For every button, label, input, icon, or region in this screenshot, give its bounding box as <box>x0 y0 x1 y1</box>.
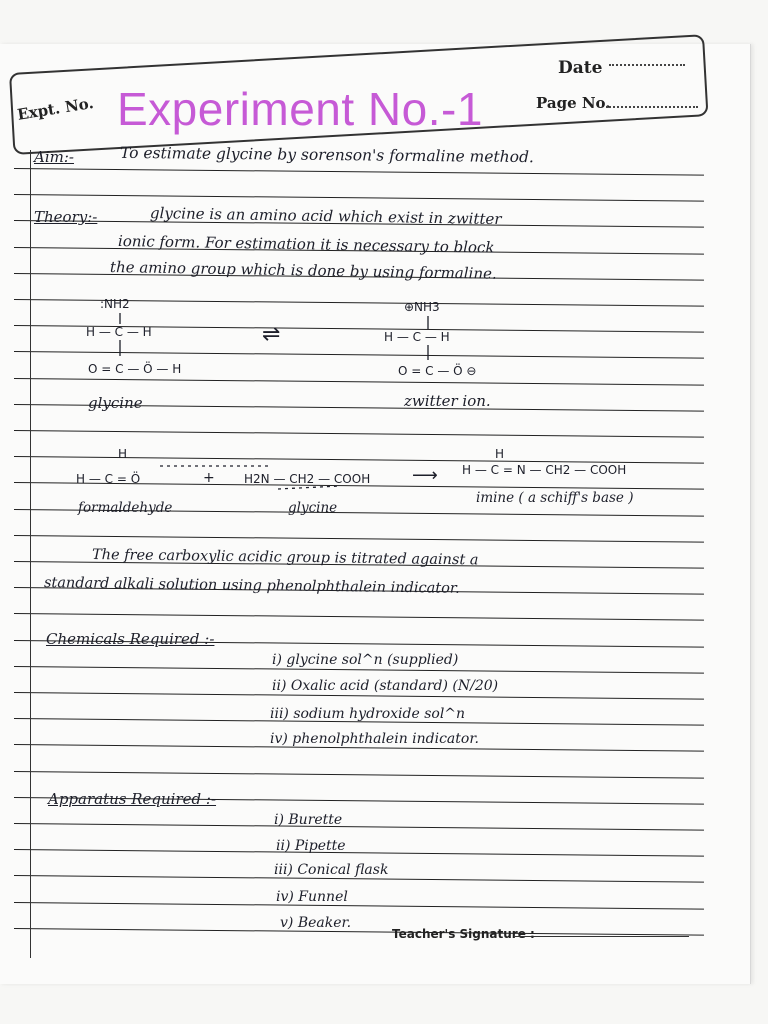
apparatus-item-1: i) Burette <box>274 812 343 828</box>
apparatus-item-3: iii) Conical flask <box>274 862 389 878</box>
imine-label: imine ( a schiff's base ) <box>476 490 634 506</box>
chemical-item-3: iii) sodium hydroxide sol^n <box>270 706 466 722</box>
glycine-carboxyl-group: O = C — Ö — H <box>88 362 182 376</box>
glycine-amino-group: :NH2 <box>100 297 130 311</box>
aim-text: To estimate glycine by sorenson's formaline method. <box>119 143 534 167</box>
glycine-structure-label: glycine <box>88 394 143 412</box>
theory-label: Theory:- <box>34 208 98 226</box>
date-label: Date <box>558 58 603 78</box>
reaction-h-top-right: H <box>495 447 505 461</box>
apparatus-item-4: iv) Funnel <box>276 889 348 905</box>
zwitter-structure-label: zwitter ion. <box>404 392 491 410</box>
page-no-label: Page No. <box>536 94 611 112</box>
formaldehyde-formula: H — C = Ö <box>76 472 141 486</box>
imine-formula: H — C = N — CH2 — COOH <box>462 463 627 477</box>
glycine-alpha-carbon: H — C — H <box>86 325 152 339</box>
titration-line-2: standard alkali solution using phenolphthalein indicator. <box>43 575 460 597</box>
reaction-arrow: ⟶ <box>412 465 438 486</box>
apparatus-heading: Apparatus Required :- <box>48 790 217 808</box>
theory-line-3: the amino group which is done by using formaline. <box>109 258 497 283</box>
glycine-formula: H2N — CH2 — COOH <box>244 472 371 486</box>
formaldehyde-label: formaldehyde <box>78 500 173 516</box>
aim-label: Aim:- <box>34 148 74 166</box>
zwitter-amino-group: ⊕NH3 <box>404 300 440 314</box>
chemical-item-1: i) glycine sol^n (supplied) <box>272 652 459 668</box>
reaction-h-top-left: H <box>118 447 128 461</box>
teacher-signature-line <box>515 936 689 937</box>
chemicals-heading: Chemicals Required :- <box>46 630 215 648</box>
equilibrium-arrow: ⇌ <box>262 322 281 347</box>
experiment-title: Experiment No.-1 <box>117 83 483 135</box>
expt-no-label: Expt. No. <box>16 93 95 124</box>
reaction-dashed-line-lower <box>278 486 340 489</box>
theory-line-1: glycine is an amino acid which exist in zwitter <box>149 204 502 229</box>
chemical-item-2: ii) Oxalic acid (standard) (N/20) <box>272 678 499 694</box>
teacher-signature-label: Teacher's Signature : <box>392 927 535 941</box>
chemical-item-4: iv) phenolphthalein indicator. <box>270 731 479 747</box>
glycine-label: glycine <box>288 500 338 516</box>
apparatus-item-5: v) Beaker. <box>280 915 352 931</box>
titration-line-1: The free carboxylic acidic group is titrated against a <box>91 547 479 569</box>
apparatus-item-2: ii) Pipette <box>276 838 346 854</box>
reaction-plus: + <box>203 470 215 486</box>
zwitter-alpha-carbon: H — C — H <box>384 330 450 344</box>
theory-line-2: ionic form. For estimation it is necessary to block <box>117 232 495 257</box>
zwitter-carboxylate-group: O = C — Ö ⊖ <box>398 364 477 378</box>
